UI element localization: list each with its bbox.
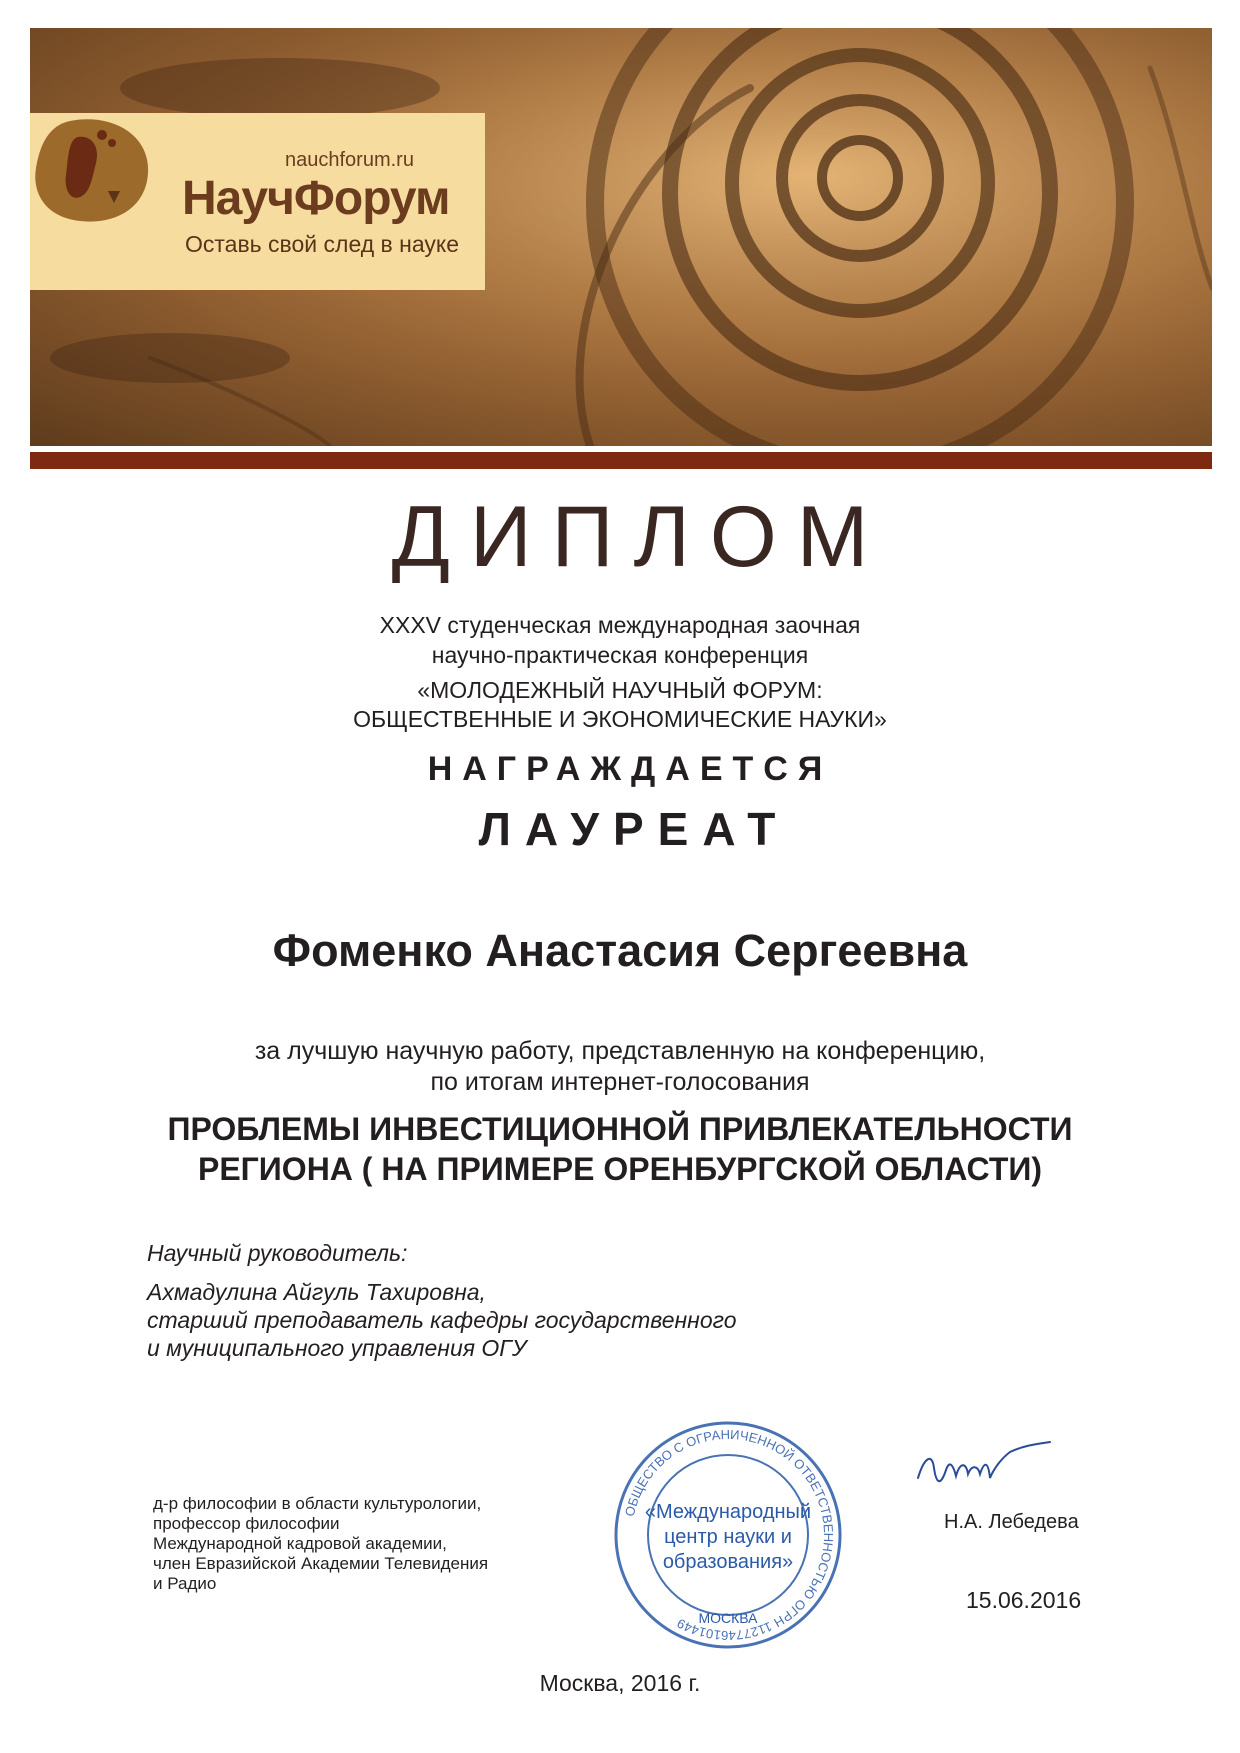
conference-line-2: научно-практическая конференция [431,642,809,668]
signer-credential-line: профессор философии [153,1514,340,1533]
logo-slogan: Оставь свой след в науке [185,231,460,257]
logo-url: nauchforum.ru [285,149,414,171]
stamp-bottom-text: МОСКВА [698,1610,758,1626]
stamp-text-2: центр науки и [664,1526,792,1548]
reason-line-1: за лучшую научную работу, представленную на конференцию, [254,1037,986,1065]
logo-panel [30,113,485,290]
footprint-logo-icon [30,113,155,228]
work-title-line-2: РЕГИОНА ( НА ПРИМЕРЕ ОРЕНБУРГСКОЙ ОБЛАСТИ) [197,1151,1043,1187]
organization-stamp [608,1415,848,1655]
awarded-heading: НАГРАЖДАЕТСЯ [427,750,833,788]
conference-line-4: ОБЩЕСТВЕННЫЕ И ЭКОНОМИЧЕСКИЕ НАУКИ» [353,706,887,732]
recipient-name: Фоменко Анастасия Сергеевна [272,925,968,976]
logo-name: НаучФорум [182,172,450,225]
signer-credential-line: Международной кадровой академии, [153,1534,447,1553]
conference-line-1: XXXV студенческая международная заочная [379,612,861,638]
signer-credential-line: и Радио [153,1574,217,1593]
rank-heading: ЛАУРЕАТ [478,803,790,855]
signer-credential-line: член Евразийской Академии Телевидения [153,1554,489,1573]
handwritten-signature [910,1438,1060,1498]
signer-name: Н.А. Лебедева [944,1511,1079,1533]
header-banner [30,28,1212,446]
supervisor-name: Ахмадулина Айгуль Тахировна, [147,1279,486,1305]
supervisor-position-1: старший преподаватель кафедры государственного [147,1307,737,1333]
conference-line-3: «МОЛОДЕЖНЫЙ НАУЧНЫЙ ФОРУМ: [417,677,823,703]
supervisor-label: Научный руководитель: [147,1240,408,1266]
footer-place-year: Москва, 2016 г. [539,1670,701,1696]
issue-date: 15.06.2016 [966,1587,1082,1613]
diploma-title: ДИПЛОМ [391,489,889,585]
stamp-text-1: «Международный [644,1501,812,1523]
reason-line-2: по итогам интернет-голосования [430,1068,810,1096]
stamp-text-3: образования» [662,1551,794,1573]
header-divider [30,452,1212,469]
work-title-line-1: ПРОБЛЕМЫ ИНВЕСТИЦИОННОЙ ПРИВЛЕКАТЕЛЬНОСТИ [167,1111,1073,1147]
stamp-ring-text: ОБЩЕСТВО С ОГРАНИЧЕННОЙ ОТВЕТСТВЕННОСТЬЮ ОГРН 1127746101449 [621,1426,837,1644]
supervisor-position-2: и муниципального управления ОГУ [147,1335,527,1361]
signer-credential-line: д-р философии в области культурологии, [153,1494,482,1513]
